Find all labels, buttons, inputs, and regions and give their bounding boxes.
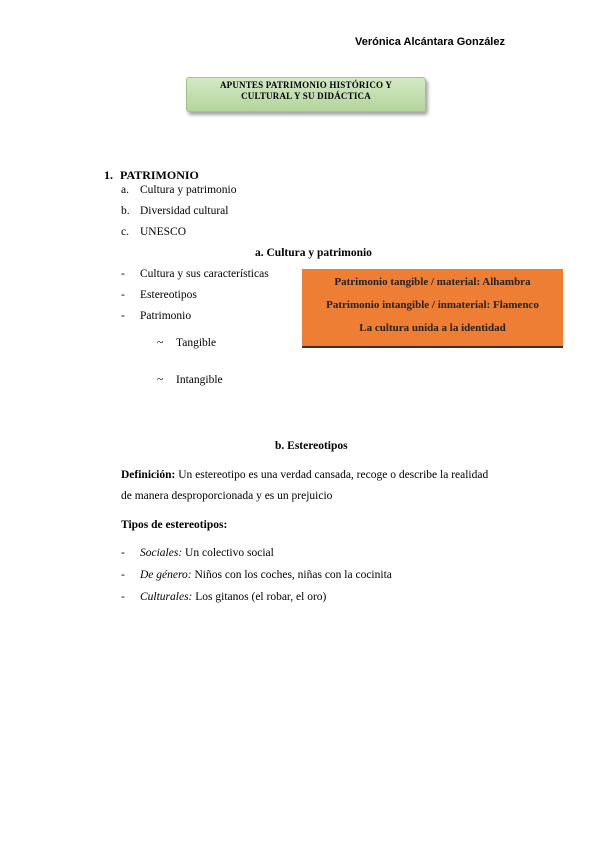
definition-label: Definición:	[121, 469, 176, 481]
type-label: De género:	[140, 569, 192, 581]
list-marker: -	[121, 289, 125, 301]
list-item	[121, 591, 326, 603]
list-marker: c.	[121, 226, 129, 238]
title-line-2: CULTURAL Y SU DIDÁCTICA	[241, 91, 371, 101]
list-item	[121, 205, 228, 217]
list-item	[121, 268, 269, 280]
type-text: Los gitanos (el robar, el oro)	[192, 591, 327, 603]
box-line: La cultura unida a la identidad	[359, 322, 506, 334]
list-item-label: Patrimonio	[140, 310, 192, 322]
list-item-label: Intangible	[176, 374, 223, 386]
sub-list-item	[157, 337, 216, 349]
document-title-banner	[186, 77, 426, 112]
list-item	[121, 547, 274, 559]
definition-line-2: de manera desproporcionada y es un prejuicio	[121, 490, 333, 502]
section-heading-text: PATRIMONIO	[120, 168, 199, 182]
list-item	[121, 184, 236, 196]
list-item-label: Estereotipos	[140, 289, 197, 301]
list-item	[121, 569, 392, 581]
type-text: Niños con los coches, niñas con la cocinita	[191, 569, 392, 581]
author-name: Verónica Alcántara González	[355, 36, 505, 48]
list-item-label: Tangible	[176, 337, 217, 349]
subsection-heading-estereotipos: b. Estereotipos	[275, 440, 348, 452]
section-number: 1.	[104, 168, 113, 182]
list-marker: ~	[157, 374, 164, 386]
list-marker: a.	[121, 184, 129, 196]
list-item-label: Cultura y sus características	[140, 268, 269, 280]
title-line-1: APUNTES PATRIMONIO HISTÓRICO Y	[219, 80, 393, 90]
subsection-heading-cultura: a. Cultura y patrimonio	[255, 247, 372, 259]
list-marker: ~	[157, 337, 164, 349]
list-marker: -	[121, 569, 125, 581]
section-heading-patrimonio	[104, 168, 199, 183]
box-line: Patrimonio tangible / material: Alhambra	[334, 276, 531, 288]
list-marker: -	[121, 310, 125, 322]
list-item	[121, 310, 191, 322]
list-marker: b.	[121, 205, 130, 217]
type-label: Culturales:	[140, 591, 193, 603]
type-label: Sociales:	[140, 547, 183, 559]
list-item	[121, 226, 186, 238]
list-marker: -	[121, 547, 125, 559]
patrimonio-highlight-box	[302, 269, 563, 348]
type-text: Un colectivo social	[182, 547, 274, 559]
list-item-label: Cultura y patrimonio	[140, 184, 237, 196]
types-heading: Tipos de estereotipos:	[121, 519, 228, 531]
sub-list-item	[157, 374, 223, 386]
definition-text: Un estereotipo es una verdad cansada, recoge o describe la realidad	[175, 469, 489, 481]
list-item-label: Diversidad cultural	[140, 205, 229, 217]
box-line: Patrimonio intangible / inmaterial: Flamenco	[326, 299, 539, 311]
list-item	[121, 289, 197, 301]
definition-line-1	[121, 469, 488, 481]
list-marker: -	[121, 591, 125, 603]
list-item-label: UNESCO	[140, 226, 187, 238]
list-marker: -	[121, 268, 125, 280]
